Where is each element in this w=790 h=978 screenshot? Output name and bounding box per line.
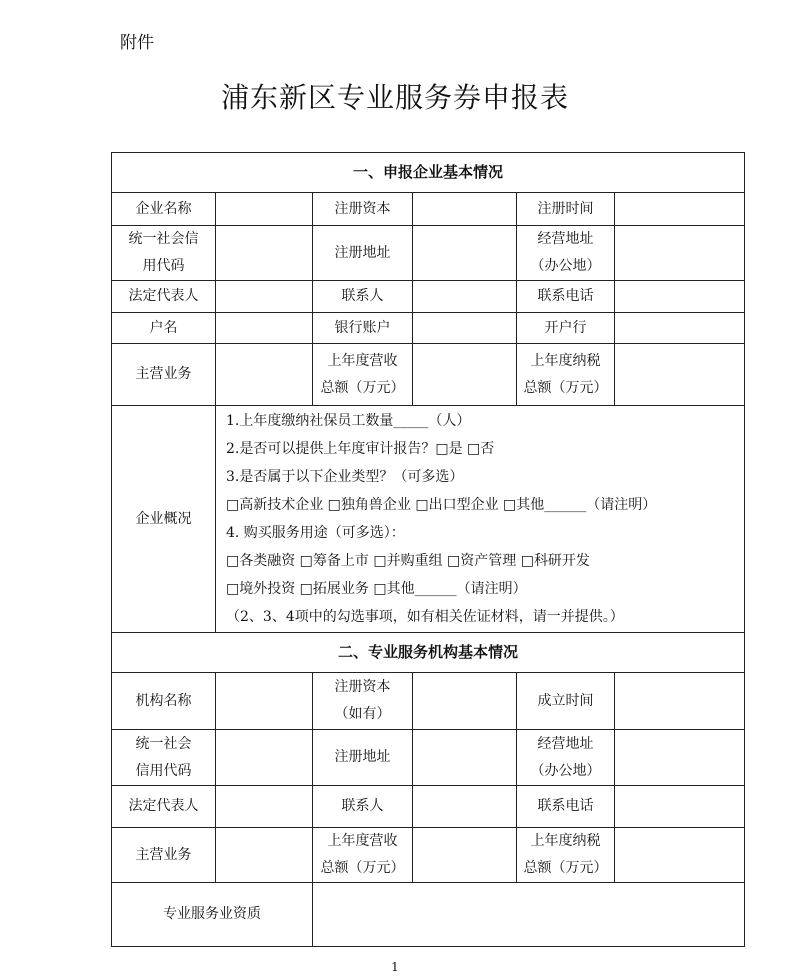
application-form-table: [111, 152, 745, 947]
org-contact-phone-label: 联系电话: [517, 786, 615, 828]
legal-rep-field[interactable]: [216, 281, 313, 313]
org-credit-code-line1: 统一社会: [135, 735, 192, 752]
org-contact-field[interactable]: [413, 786, 517, 828]
org-credit-code-label: [112, 730, 216, 786]
org-tax-line1: 上年度纳税: [530, 833, 601, 849]
org-business-address-line1: 经营地址: [537, 735, 594, 752]
bank-field[interactable]: [615, 313, 745, 344]
overview-line: □境外投资 □拓展业务 □其他______（请注明）: [226, 581, 527, 597]
org-revenue-line2: 总额（万元）: [320, 860, 405, 876]
tax-label-line2: 总额（万元）: [523, 379, 608, 396]
org-business-address-field[interactable]: [615, 730, 745, 786]
bank-account-label: 银行账户: [313, 313, 413, 344]
org-registered-capital-label: [313, 673, 413, 730]
registered-capital-field[interactable]: [413, 193, 517, 226]
account-name-field[interactable]: [216, 313, 313, 344]
org-tax-line2: 总额（万元）: [523, 860, 608, 876]
tax-label: [517, 344, 615, 406]
org-main-business-label: 主营业务: [112, 828, 216, 883]
org-tax-label: [517, 828, 615, 883]
org-revenue-line1: 上年度营收: [327, 833, 398, 849]
business-address-label: [517, 226, 615, 281]
org-name-label: 机构名称: [112, 673, 216, 730]
revenue-field[interactable]: [413, 344, 517, 406]
tax-field[interactable]: [615, 344, 745, 406]
main-business-label: 主营业务: [112, 344, 216, 406]
revenue-label-line1: 上年度营收: [327, 352, 398, 369]
qualification-label: 专业服务业资质: [112, 883, 313, 947]
credit-code-label-line1: 统一社会信: [128, 231, 199, 247]
org-registered-capital-field[interactable]: [413, 673, 517, 730]
org-name-field[interactable]: [216, 673, 313, 730]
bank-account-field[interactable]: [413, 313, 517, 344]
org-legal-rep-label: 法定代表人: [112, 786, 216, 828]
main-business-field[interactable]: [216, 344, 313, 406]
registered-capital-label: 注册资本: [313, 193, 413, 226]
registered-time-label: 注册时间: [517, 193, 615, 226]
org-business-address-label: [517, 730, 615, 786]
org-main-business-field[interactable]: [216, 828, 313, 883]
account-name-label: 户名: [112, 313, 216, 344]
org-registered-capital-line1: 注册资本: [334, 679, 391, 695]
company-name-field[interactable]: [216, 193, 313, 226]
legal-rep-label: 法定代表人: [112, 281, 216, 313]
overview-content: [216, 406, 745, 633]
established-time-label: 成立时间: [517, 673, 615, 730]
bank-label: 开户行: [517, 313, 615, 344]
org-tax-field[interactable]: [615, 828, 745, 883]
business-address-field[interactable]: [615, 226, 745, 281]
org-registered-address-label: 注册地址: [313, 730, 413, 786]
org-legal-rep-field[interactable]: [216, 786, 313, 828]
registered-address-label: 注册地址: [313, 226, 413, 281]
page-title: 浦东新区专业服务券申报表: [220, 81, 569, 114]
attachment-label: 附件: [120, 33, 154, 53]
established-time-field[interactable]: [615, 673, 745, 730]
overview-line: 4. 购买服务用途（可多选）：: [226, 525, 405, 541]
org-credit-code-field[interactable]: [216, 730, 313, 786]
overview-line: 1.上年度缴纳社保员工数量_____（人）: [226, 413, 471, 429]
org-credit-code-line2: 信用代码: [135, 762, 192, 779]
registered-address-field[interactable]: [413, 226, 517, 281]
company-name-label: 企业名称: [112, 193, 216, 226]
org-business-address-line2: （办公地）: [530, 762, 601, 779]
section1-heading: 一、申报企业基本情况: [112, 153, 745, 193]
org-revenue-label: [313, 828, 413, 883]
org-contact-label: 联系人: [313, 786, 413, 828]
org-contact-phone-field[interactable]: [615, 786, 745, 828]
credit-code-label-line2: 用代码: [142, 258, 185, 274]
qualification-field[interactable]: [313, 883, 745, 947]
overview-line: □高新技术企业 □独角兽企业 □出口型企业 □其他______（请注明）: [226, 497, 657, 513]
overview-line: （2、3、4项中的勾选事项，如有相关佐证材料，请一并提供。）: [226, 609, 624, 625]
revenue-label-line2: 总额（万元）: [320, 379, 405, 396]
overview-line: □各类融资 □筹备上市 □并购重组 □资产管理 □科研开发: [226, 553, 590, 569]
page-number: 1: [391, 960, 399, 974]
overview-line: 2.是否可以提供上年度审计报告？□是 □否: [226, 441, 495, 457]
tax-label-line1: 上年度纳税: [530, 352, 601, 369]
credit-code-field[interactable]: [216, 226, 313, 281]
overview-line: 3.是否属于以下企业类型？（可多选）: [226, 469, 464, 485]
org-revenue-field[interactable]: [413, 828, 517, 883]
credit-code-label: [112, 226, 216, 281]
org-registered-capital-line2: （如有）: [334, 706, 391, 722]
contact-phone-label: 联系电话: [517, 281, 615, 313]
business-address-label-line1: 经营地址: [537, 231, 594, 247]
section2-heading: 二、专业服务机构基本情况: [112, 633, 745, 673]
org-registered-address-field[interactable]: [413, 730, 517, 786]
overview-label: 企业概况: [112, 406, 216, 633]
registered-time-field[interactable]: [615, 193, 745, 226]
contact-phone-field[interactable]: [615, 281, 745, 313]
revenue-label: [313, 344, 413, 406]
contact-field[interactable]: [413, 281, 517, 313]
business-address-label-line2: （办公地）: [530, 258, 601, 274]
contact-label: 联系人: [313, 281, 413, 313]
